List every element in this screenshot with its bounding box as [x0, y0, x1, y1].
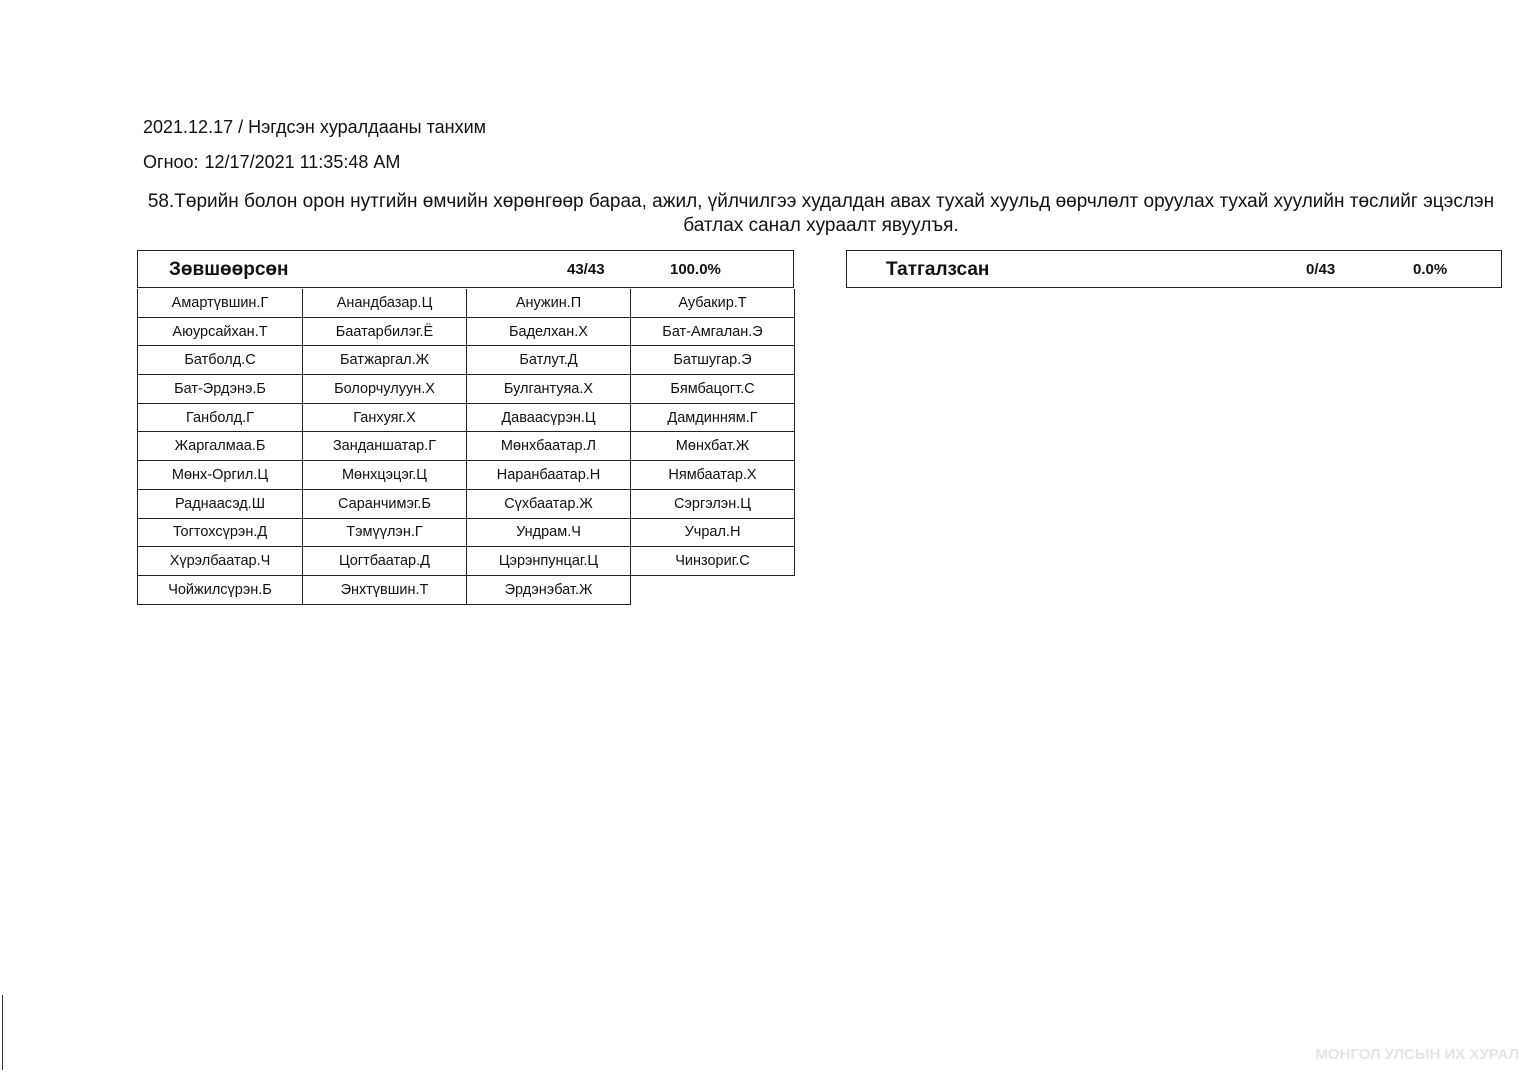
member-name-cell: Чойжилсүрэн.Б [138, 576, 303, 605]
member-name-cell: Болорчулуун.Х [303, 375, 467, 404]
member-name-cell: Амартүвшин.Г [138, 289, 303, 318]
member-name-cell: Цэрэнпунцаг.Ц [467, 547, 631, 576]
member-name-cell: Тогтохсүрэн.Д [138, 519, 303, 548]
member-name-cell: Саранчимэг.Б [303, 490, 467, 519]
member-name-cell: Нямбаатар.Х [631, 461, 795, 490]
member-name-cell: Батлут.Д [467, 346, 631, 375]
approved-names-table [137, 289, 795, 605]
rejected-summary [846, 250, 1502, 288]
member-name-cell: Анандбазар.Ц [303, 289, 467, 318]
member-name-cell: Мөнх-Оргил.Ц [138, 461, 303, 490]
member-name-cell: Эрдэнэбат.Ж [467, 576, 631, 605]
member-name-cell: Тэмүүлэн.Г [303, 519, 467, 548]
date-line [143, 152, 400, 173]
member-name-cell: Мөнхбат.Ж [631, 432, 795, 461]
member-name-cell: Чинзориг.С [631, 547, 795, 576]
approved-count: 43/43 [567, 261, 605, 278]
member-name-cell: Раднаасэд.Ш [138, 490, 303, 519]
date-label: Огноо: [143, 152, 199, 172]
member-name-cell: Сэргэлэн.Ц [631, 490, 795, 519]
member-name-cell: Анужин.П [467, 289, 631, 318]
member-name-cell: Энхтүвшин.Т [303, 576, 467, 605]
member-name-cell: Баделхан.Х [467, 318, 631, 347]
member-name-cell: Батболд.С [138, 346, 303, 375]
rejected-label: Татгалзсан [886, 259, 990, 280]
member-name-cell: Бат-Амгалан.Э [631, 318, 795, 347]
rejected-percent: 0.0% [1413, 261, 1448, 278]
member-name-cell: Аубакир.Т [631, 289, 795, 318]
member-name-cell: Мөнхбаатар.Л [467, 432, 631, 461]
member-name-cell: Мөнхцэцэг.Ц [303, 461, 467, 490]
approved-label: Зөвшөөрсөн [169, 259, 289, 280]
watermark: МОНГОЛ УЛСЫН ИХ ХУРАЛ [1315, 1046, 1519, 1063]
member-name-cell: Дамдинням.Г [631, 404, 795, 433]
member-name-cell: Учрал.Н [631, 519, 795, 548]
motion-title: 58.Төрийн болон орон нутгийн өмчийн хөрөнгөөр бараа, ажил, үйлчилгээ худалдан авах тухай хуульд өөрчлөлт оруулах тухай хуулийн төслийг эцэслэн батлах санал хураалт явуулъя. [147, 191, 1495, 236]
member-name-cell: Жаргалмаа.Б [138, 432, 303, 461]
date-value: 12/17/2021 11:35:48 AM [204, 152, 401, 172]
member-name-cell: Хүрэлбаатар.Ч [138, 547, 303, 576]
member-name-cell: Батшугар.Э [631, 346, 795, 375]
rejected-count: 0/43 [1306, 261, 1336, 278]
member-name-cell: Даваасүрэн.Ц [467, 404, 631, 433]
member-name-cell: Занданшатар.Г [303, 432, 467, 461]
member-name-cell: Бат-Эрдэнэ.Б [138, 375, 303, 404]
approved-summary [137, 250, 794, 288]
member-name-cell: Аюурсайхан.Т [138, 318, 303, 347]
member-name-cell: Наранбаатар.Н [467, 461, 631, 490]
member-name-cell: Баатарбилэг.Ё [303, 318, 467, 347]
member-name-cell: Сүхбаатар.Ж [467, 490, 631, 519]
member-name-cell: Булгантуяа.Х [467, 375, 631, 404]
member-name-cell: Цогтбаатар.Д [303, 547, 467, 576]
member-name-cell: Бямбацогт.С [631, 375, 795, 404]
member-name-cell: Ундрам.Ч [467, 519, 631, 548]
session-info: 2021.12.17 / Нэгдсэн хуралдааны танхим [143, 117, 487, 137]
scan-edge-mark [2, 995, 3, 1070]
approved-percent: 100.0% [670, 261, 721, 278]
member-name-cell: Ганхуяг.Х [303, 404, 467, 433]
member-name-cell: Ганболд.Г [138, 404, 303, 433]
member-name-cell: Батжаргал.Ж [303, 346, 467, 375]
